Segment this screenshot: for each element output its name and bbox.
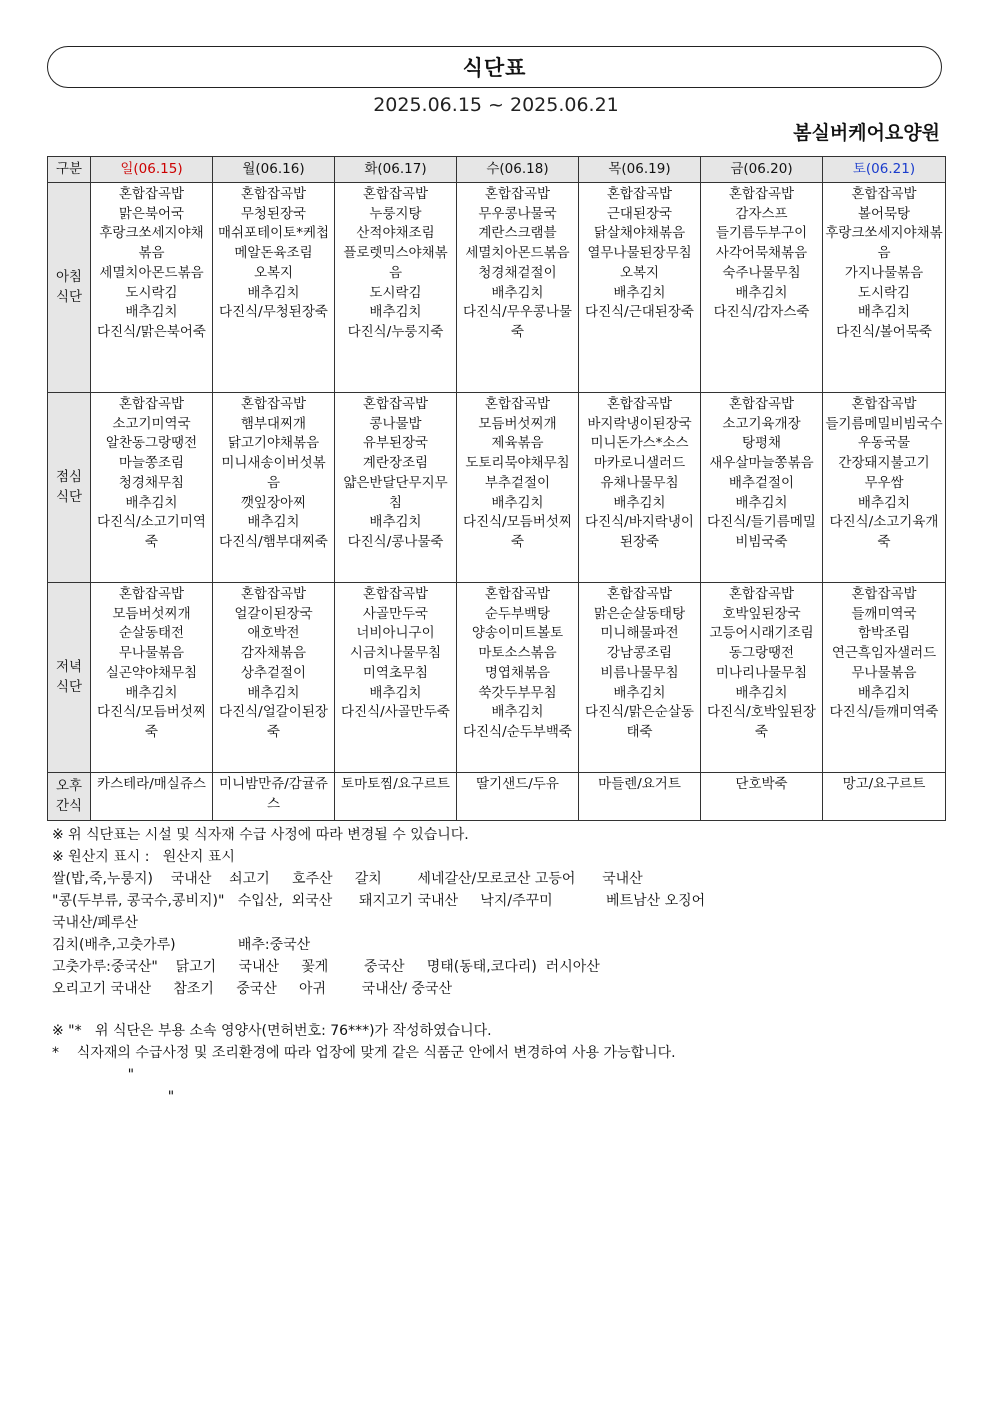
menu-item: 알찬동그랑땡전	[105, 435, 198, 452]
menu-item: 다진식/감자스죽	[713, 304, 810, 321]
note-line: 국내산/페루산	[52, 915, 138, 931]
note-line: 김치(배추,고춧가루) 배추:중국산	[52, 937, 311, 953]
menu-item: 다진식/누룽지죽	[347, 323, 444, 340]
menu-item: 다진식/햄부대찌죽	[219, 533, 328, 550]
menu-item: 사골만두국	[362, 605, 429, 622]
note-line: ※ 원산지 표시 : 원산지 표시	[52, 849, 235, 865]
meal-label	[48, 583, 91, 773]
menu-item: 혼합잡곡밥	[728, 186, 795, 202]
note-line: 고춧가루:중국산" 닭고기 국내산 꽃게 중국산 명태(동태,코다리) 러시아산	[52, 959, 600, 975]
meal-label-text: 간식	[55, 797, 83, 814]
menu-item: 햄부대찌개	[240, 415, 307, 432]
menu-item: 고등어시래기조림	[709, 625, 814, 642]
menu-item: 숙주나물무침	[722, 264, 801, 281]
meal-label-text: 점심	[55, 468, 83, 485]
menu-item: 마늘쫑조림	[118, 455, 185, 472]
menu-item: 배추김치	[735, 284, 788, 301]
menu-cell	[579, 773, 701, 821]
menu-item: 매쉬포테이토*케첩	[217, 225, 330, 242]
menu-item: 세멸치아몬드볶음	[99, 264, 204, 281]
menu-item: 가지나물볶음	[844, 264, 924, 281]
menu-item: 무우콩나물국	[478, 205, 557, 222]
menu-item: 배추김치	[735, 684, 788, 701]
menu-item: 혼합잡곡밥	[362, 186, 429, 202]
menu-item: 카스테라/매실쥬스	[97, 776, 206, 792]
menu-item: 혼합잡곡밥	[728, 586, 795, 602]
menu-item: 배추김치	[125, 684, 178, 701]
menu-cell	[335, 183, 457, 393]
menu-item: 미역초무침	[362, 664, 429, 681]
menu-item: 배추김치	[369, 304, 422, 321]
menu-item: 혼합잡곡밥	[240, 396, 307, 412]
menu-cell	[457, 583, 579, 773]
menu-item: 마들렌/요거트	[598, 776, 681, 792]
note-line: "	[52, 1067, 135, 1083]
menu-item: 무나물볶음	[851, 664, 917, 681]
menu-item: 혼합잡곡밥	[728, 396, 795, 412]
menu-item: 다진식/모듬버섯찌죽	[463, 514, 572, 550]
menu-cell	[335, 773, 457, 821]
menu-cell	[823, 773, 946, 821]
menu-cell	[579, 393, 701, 583]
menu-item: 배추김치	[247, 684, 300, 701]
menu-item: 순두부백탕	[484, 605, 551, 622]
menu-item: 다진식/모듬버섯찌죽	[97, 704, 206, 740]
menu-item: 혼합잡곡밥	[118, 586, 185, 602]
menu-item: 부추겉절이	[484, 474, 551, 491]
note-line	[52, 1000, 952, 1020]
note-line: ※ "* 위 식단은 부용 소속 영양사(면허번호: 76***)가 작성하였습니다.	[52, 1023, 492, 1039]
menu-cell	[701, 773, 823, 821]
menu-item: 마카로니샐러드	[593, 455, 686, 472]
menu-item: 배추김치	[735, 494, 788, 511]
menu-item: 배추김치	[491, 494, 544, 511]
menu-cell	[213, 583, 335, 773]
menu-cell	[579, 583, 701, 773]
meal-label	[48, 393, 91, 583]
menu-item: 다진식/순두부백죽	[463, 723, 572, 740]
menu-item: 혼합잡곡밥	[606, 186, 673, 202]
menu-cell	[457, 183, 579, 393]
menu-item: 혼합잡곡밥	[362, 396, 429, 412]
meal-label-text: 저녁	[55, 658, 83, 675]
menu-cell	[91, 393, 213, 583]
menu-item: 도시락김	[125, 284, 178, 301]
meal-label-text: 식단	[55, 678, 83, 695]
meal-label-text: 아침	[55, 268, 83, 285]
menu-item: 배추김치	[125, 494, 178, 511]
menu-item: 유부된장국	[362, 435, 429, 452]
menu-item: 다진식/근대된장죽	[585, 304, 694, 321]
day-header-sat: 토(06.21)	[823, 157, 946, 183]
menu-item: 근대된장국	[606, 205, 673, 222]
menu-item: 다진식/콩나물죽	[347, 533, 444, 550]
menu-item: 오복지	[253, 264, 294, 281]
menu-item: 도토리묵야채무침	[465, 455, 570, 472]
menu-period: 2025.06.15 ~ 2025.06.21	[373, 94, 619, 116]
menu-item: 얼갈이된장국	[234, 605, 313, 622]
menu-item: 미나리나물무침	[715, 664, 808, 681]
menu-item: 도시락김	[369, 284, 422, 301]
menu-item: 다진식/맑은순살동태죽	[585, 704, 694, 740]
menu-item: 배추김치	[613, 494, 666, 511]
menu-cell	[457, 393, 579, 583]
menu-item: 제육볶음	[491, 435, 544, 452]
menu-item: 명엽채볶음	[484, 664, 551, 681]
menu-item: 혼합잡곡밥	[484, 586, 551, 602]
menu-cell	[213, 393, 335, 583]
menu-item: 호박잎된장국	[722, 605, 801, 622]
menu-item: 다진식/소고기육개죽	[829, 514, 939, 550]
menu-cell	[579, 183, 701, 393]
menu-item: 실곤약야채무침	[105, 664, 198, 681]
day-header-fri: 금(06.20)	[701, 157, 823, 183]
menu-item: 혼합잡곡밥	[240, 586, 307, 602]
meal-label-text: 식단	[55, 288, 83, 305]
menu-item: 콩나물밥	[369, 415, 422, 432]
menu-item: 다진식/얼갈이된장죽	[219, 704, 328, 740]
day-header-mon: 월(06.16)	[213, 157, 335, 183]
menu-item: 모듬버섯찌개	[112, 605, 191, 622]
menu-cell	[213, 183, 335, 393]
title-box	[47, 46, 942, 88]
menu-item: 상추겉절이	[240, 664, 307, 681]
menu-item: 들기름메밀비빔국수	[825, 415, 943, 432]
menu-item: 누룽지탕	[369, 205, 422, 222]
menu-cell	[701, 183, 823, 393]
note-line: * 식자재의 수급사정 및 조리환경에 따라 업장에 맞게 같은 식품군 안에서 변경하여 사용 가능합니다.	[52, 1045, 676, 1061]
menu-item: 배추김치	[857, 684, 911, 701]
facility-name: 봄실버케어요양원	[793, 122, 940, 144]
meal-label	[48, 773, 91, 821]
menu-item: 무우쌈	[864, 474, 904, 491]
menu-item: 맑은북어국	[118, 205, 185, 222]
menu-item: 혼합잡곡밥	[484, 396, 551, 412]
menu-item: 플로렛믹스야채볶음	[343, 245, 448, 281]
menu-item: 애호박전	[247, 625, 300, 642]
day-header-wed: 수(06.18)	[457, 157, 579, 183]
menu-item: 토마토찜/요구르트	[341, 776, 450, 792]
menu-item: 배추김치	[369, 514, 422, 531]
menu-item: 계란스크램블	[478, 225, 557, 242]
menu-item: 배추김치	[125, 304, 178, 321]
note-line: "	[52, 1089, 175, 1105]
menu-item: 닭고기야채볶음	[227, 435, 320, 452]
menu-item: 미니해물파전	[600, 625, 679, 642]
menu-cell	[823, 583, 946, 773]
menu-item: 배추김치	[857, 494, 911, 511]
menu-item: 혼합잡곡밥	[484, 186, 551, 202]
menu-cell	[701, 393, 823, 583]
menu-item: 다진식/소고기미역죽	[97, 514, 206, 550]
menu-item: 배추겉절이	[728, 474, 795, 491]
menu-item: 도시락김	[857, 284, 911, 301]
menu-cell	[91, 773, 213, 821]
menu-item: 혼합잡곡밥	[851, 186, 917, 202]
menu-item: 시금치나물무침	[349, 645, 442, 662]
menu-item: 감자채볶음	[240, 645, 307, 662]
menu-item: 후랑크쏘세지야채볶음	[825, 225, 943, 262]
menu-item: 혼합잡곡밥	[118, 396, 185, 412]
menu-item: 다진식/들깨미역죽	[829, 704, 939, 721]
menu-cell	[335, 393, 457, 583]
note-line: ※ 위 식단표는 시설 및 식자재 수급 사정에 따라 변경될 수 있습니다.	[52, 827, 469, 843]
menu-item: 사각어묵채볶음	[715, 245, 808, 262]
menu-item: 무나물볶음	[118, 645, 185, 662]
menu-item: 쑥갓두부무침	[478, 684, 557, 701]
menu-item: 청경채겉절이	[478, 264, 557, 281]
menu-item: 볼어묵탕	[857, 205, 911, 222]
meal-label-text: 오후	[55, 777, 83, 794]
meal-row	[48, 183, 946, 393]
menu-item: 혼합잡곡밥	[240, 186, 307, 202]
menu-item: 다진식/볼어묵죽	[836, 323, 932, 340]
menu-item: 미니밤만쥬/감귤쥬스	[219, 776, 328, 812]
menu-item: 닭살채야채볶음	[593, 225, 686, 242]
menu-item: 망고/요구르트	[842, 776, 926, 792]
meal-row	[48, 393, 946, 583]
meal-label	[48, 183, 91, 393]
menu-item: 다진식/호박잎된장죽	[707, 704, 816, 740]
day-header-thu: 목(06.19)	[579, 157, 701, 183]
menu-item: 후랑크쏘세지야채볶음	[99, 225, 204, 262]
menu-item: 우동국물	[857, 435, 911, 452]
menu-item: 양송이미트볼토	[471, 625, 564, 642]
menu-cell	[91, 583, 213, 773]
menu-item: 들깨미역국	[851, 605, 917, 622]
menu-item: 딸기샌드/두유	[476, 776, 559, 792]
menu-item: 연근흑임자샐러드	[831, 645, 937, 662]
menu-item: 산적야채조림	[356, 225, 435, 242]
meal-row	[48, 583, 946, 773]
menu-body	[48, 183, 946, 821]
menu-item: 혼합잡곡밥	[362, 586, 429, 602]
menu-item: 비름나물무침	[600, 664, 679, 681]
menu-item: 다진식/사골만두죽	[341, 704, 450, 721]
menu-item: 혼합잡곡밥	[851, 586, 917, 602]
menu-item: 혼합잡곡밥	[606, 586, 673, 602]
menu-item: 너비아니구이	[356, 625, 435, 642]
note-line: 오리고기 국내산 참조기 중국산 아귀 국내산/ 중국산	[52, 981, 452, 997]
day-header-tue: 화(06.17)	[335, 157, 457, 183]
menu-cell	[457, 773, 579, 821]
notes-section	[52, 824, 952, 1108]
meal-row	[48, 773, 946, 821]
menu-item: 다진식/무청된장죽	[219, 304, 328, 321]
menu-item: 순살동태전	[118, 625, 185, 642]
menu-item: 맑은순살동태탕	[593, 605, 686, 622]
menu-cell	[91, 183, 213, 393]
menu-item: 배추김치	[613, 684, 666, 701]
menu-item: 유채나물무침	[600, 474, 679, 491]
menu-item: 계란장조림	[362, 455, 429, 472]
page-title: 식단표	[462, 56, 527, 80]
menu-item: 간장돼지불고기	[838, 455, 930, 472]
menu-item: 감자스프	[735, 205, 788, 222]
menu-item: 새우살마늘쫑볶음	[709, 455, 814, 472]
day-header-sun: 일(06.15)	[91, 157, 213, 183]
menu-item: 혼합잡곡밥	[118, 186, 185, 202]
menu-item: 배추김치	[491, 704, 544, 721]
menu-item: 메알돈육조림	[234, 245, 313, 262]
menu-item: 배추김치	[613, 284, 666, 301]
menu-item: 미니돈가스*소스	[590, 435, 689, 452]
menu-item: 청경채무침	[118, 474, 185, 491]
meal-label-text: 식단	[55, 488, 83, 505]
menu-item: 바지락냉이된장국	[587, 415, 692, 432]
corner-header: 구분	[48, 157, 91, 183]
menu-item: 동그랑땡전	[728, 645, 795, 662]
menu-cell	[213, 773, 335, 821]
note-line: "콩(두부류, 콩국수,콩비지)" 수입산, 외국산 돼지고기 국내산 낙지/주꾸미 베트남산 오징어	[52, 893, 706, 909]
menu-item: 배추김치	[369, 684, 422, 701]
note-line: 쌀(밥,죽,누룽지) 국내산 쇠고기 호주산 갈치 세네갈산/모로코산 고등어 국내산	[52, 871, 643, 887]
header-row	[48, 157, 946, 183]
menu-item: 배추김치	[247, 514, 300, 531]
menu-item: 얇은반달단무지무침	[343, 474, 448, 511]
menu-cell	[335, 583, 457, 773]
menu-cell	[823, 183, 946, 393]
menu-item: 혼합잡곡밥	[851, 396, 917, 412]
menu-cell	[701, 583, 823, 773]
menu-item: 오복지	[619, 264, 660, 281]
menu-item: 열무나물된장무침	[587, 245, 692, 262]
menu-item: 다진식/들기름메밀비빔국죽	[707, 514, 816, 550]
menu-item: 강남콩조림	[606, 645, 673, 662]
menu-item: 배추김치	[857, 304, 911, 321]
menu-cell	[823, 393, 946, 583]
menu-item: 함박조림	[857, 625, 911, 642]
menu-item: 배추김치	[247, 284, 300, 301]
menu-item: 미니새송이버섯볶음	[221, 455, 326, 491]
menu-item: 들기름두부구이	[715, 225, 808, 242]
menu-item: 깻잎장아찌	[240, 494, 307, 511]
menu-item: 다진식/바지락냉이된장죽	[585, 514, 694, 550]
menu-item: 무청된장국	[240, 205, 307, 222]
menu-item: 세멸치아몬드볶음	[465, 245, 570, 262]
menu-item: 다진식/무우콩나물죽	[463, 304, 572, 340]
menu-item: 소고기육개장	[722, 415, 801, 432]
menu-item: 탕평채	[741, 435, 782, 452]
menu-item: 단호박죽	[735, 776, 788, 792]
menu-item: 혼합잡곡밥	[606, 396, 673, 412]
menu-item: 모듬버섯찌개	[478, 415, 557, 432]
menu-item: 마토소스볶음	[478, 645, 557, 662]
menu-item: 배추김치	[491, 284, 544, 301]
menu-item: 소고기미역국	[112, 415, 191, 432]
weekly-menu-table	[47, 156, 946, 821]
menu-item: 다진식/맑은북어죽	[97, 323, 206, 340]
